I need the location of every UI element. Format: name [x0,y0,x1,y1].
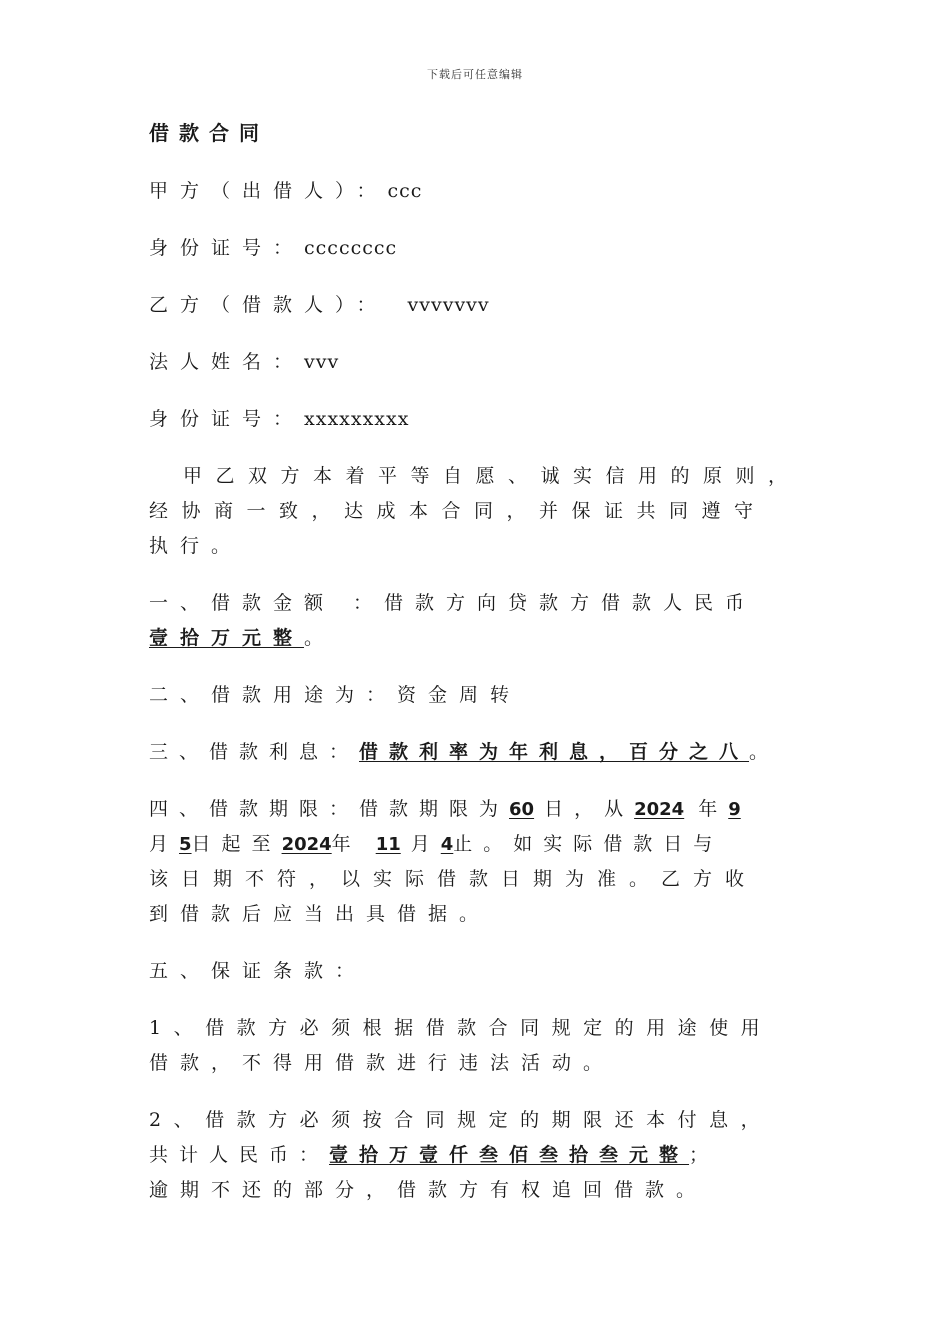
party-b-label: 乙方（借款人）： [149,294,388,316]
section-4-text-g: 月 [410,833,441,855]
start-year: 2024 [634,799,685,820]
section-4-line-1 [149,798,741,821]
section-4-text-c: 年 [698,798,729,820]
loan-days: 60 [509,799,535,820]
section-1-end: 。 [304,627,336,649]
preamble-line-1: 甲乙双方本着平等自愿、诚实信用的原则， [183,465,801,487]
clause-1-line-2: 借款，不得用借款进行违法活动。 [149,1052,615,1074]
total-amount: 壹拾万壹仟叁佰叁拾叁元整 [329,1144,690,1166]
party-a-label: 甲方（出借人）： [149,180,388,202]
end-year: 2024 [281,834,332,855]
loan-amount: 壹拾万元整 [149,627,305,649]
section-4-text-b: 日，从 [544,798,635,820]
party-b-value: vvvvvvv [407,294,490,316]
section-2-text: 二、借款用途为：资金周转 [149,684,522,706]
clause-2-line-2 [149,1144,719,1166]
end-month: 11 [375,834,401,855]
section-4-text-h: 止。如实际借款日与 [453,833,724,855]
section-4-line-3: 该日期不符，以实际借款日期为准。乙方收 [149,868,758,890]
document-title: 借款合同 [149,121,269,145]
section-1-text: 一、借款金额 ：借款方向贷款方借款人民币 [149,592,757,614]
section-4-text-d: 月 [149,833,180,855]
interest-rate: 借款利率为年利息，百分之八 [359,741,750,763]
clause-2-text-a: 共计人民币： [149,1144,330,1166]
section-3-line [149,741,779,763]
legal-rep-label: 法人姓名： [149,351,305,373]
end-day: 4 [440,834,454,855]
start-day: 5 [179,834,192,855]
section-4-text-a: 四、借款期限：借款期限为 [149,798,510,820]
id-a-value: cccccccc [304,237,398,259]
section-5-title: 五、保证条款： [149,960,367,982]
preamble-line-2: 经协商一致，达成本合同，并保证共同遵守 [149,500,767,522]
section-4-line-4: 到借款后应当出具借据。 [149,903,491,925]
party-b-line [149,294,490,316]
legal-rep-value: vvv [304,351,340,373]
id-a-label: 身份证号： [149,237,305,259]
legal-rep-line [149,351,339,373]
party-a-value: ccc [387,180,423,202]
clause-1-line-1: 1、借款方必须根据借款合同规定的用途使用 [149,1017,773,1039]
id-b-label: 身份证号： [149,408,305,430]
id-a-line [149,237,397,259]
section-3-label: 三、借款利息： [149,741,360,763]
section-1-amount-line [149,627,335,649]
clause-2-text-b: ； [689,1144,720,1166]
section-4-text-f: 年 [331,833,362,855]
preamble-line-3: 执行。 [149,535,243,557]
section-4-text-e: 日起至 [191,833,282,855]
party-a-line [149,180,422,202]
start-month: 9 [728,799,741,820]
id-b-line [149,408,409,430]
download-note: 下载后可任意编辑 [427,68,523,81]
id-b-value: xxxxxxxxx [304,408,410,430]
clause-2-line-3: 逾期不还的部分，借款方有权追回借款。 [149,1179,708,1201]
section-4-line-2 [149,833,723,856]
clause-2-line-1: 2、借款方必须按合同规定的期限还本付息， [149,1109,773,1131]
section-3-end: 。 [749,741,780,763]
